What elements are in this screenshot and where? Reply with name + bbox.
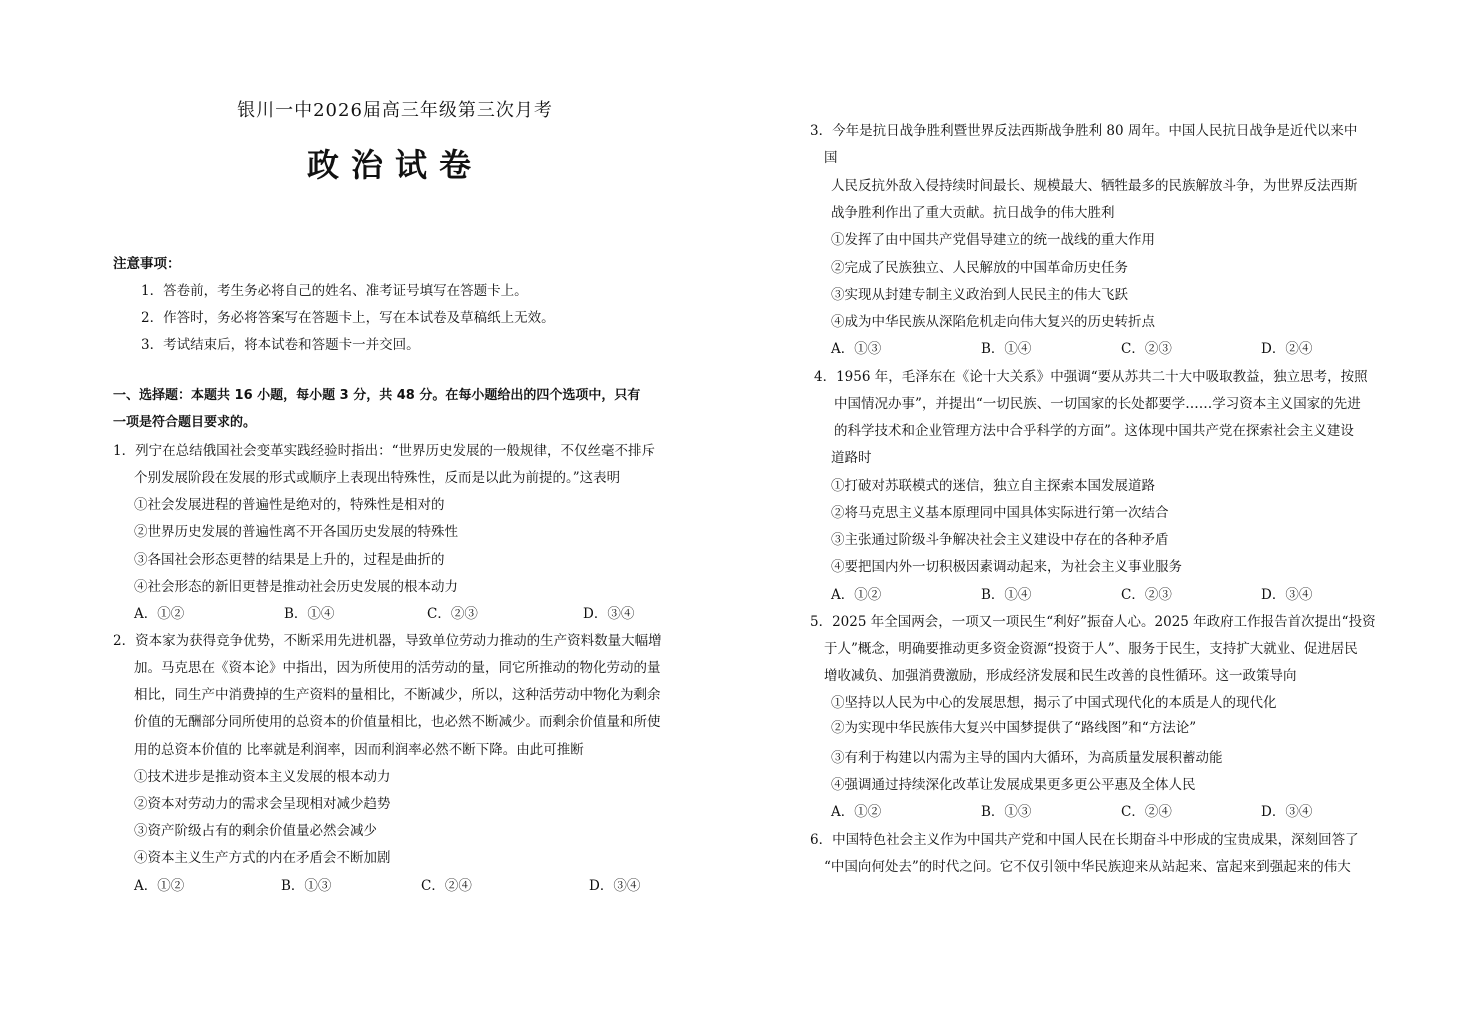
question-stem: 国 [824, 150, 838, 166]
exam-title: 银川一中2026届高三年级第三次月考 [237, 100, 553, 121]
statement: ①坚持以人民为中心的发展思想，揭示了中国式现代化的本质是人的现代化 [831, 695, 1277, 711]
subject-title: 政治试卷 [306, 146, 483, 184]
option-c: C．②③ [427, 606, 478, 622]
question-stem: 3．今年是抗日战争胜利暨世界反法西斯战争胜利 80 周年。中国人民抗日战争是近代以来中 [810, 123, 1358, 139]
option-d: D．③④ [1261, 804, 1313, 820]
question-stem: 相比，同生产中消费掉的生产资料的量相比，不断减少，所以，这种活劳动中物化为剩余 [134, 687, 661, 703]
question-stem: 5．2025 年全国两会，一项又一项民生“利好”振奋人心。2025 年政府工作报告首次提出“投资 [810, 614, 1376, 630]
option-a: A．①② [831, 587, 882, 603]
statement: ①打破对苏联模式的迷信，独立自主探索本国发展道路 [831, 478, 1155, 494]
question-stem: 中国情况办事”，并提出“一切民族、一切国家的长处都要学……学习资本主义国家的先进 [834, 396, 1361, 412]
notice-heading: 注意事项： [113, 256, 181, 272]
question-stem: 的科学技术和企业管理方法中合乎科学的方面”。这体现中国共产党在探索社会主义建设 [834, 423, 1354, 439]
option-a: A．①② [134, 878, 185, 894]
statement: ②将马克思主义基本原理同中国具体实际进行第一次结合 [831, 505, 1169, 521]
statement: ②完成了民族独立、人民解放的中国革命历史任务 [831, 260, 1128, 276]
notice-item: 3．考试结束后，将本试卷和答题卡一并交回。 [141, 337, 420, 353]
statement: ②为实现中华民族伟大复兴中国梦提供了“路线图”和“方法论” [831, 720, 1197, 736]
option-b: B．①③ [281, 878, 332, 894]
option-b: B．①④ [981, 341, 1032, 357]
question-stem: 加。马克思在《资本论》中指出，因为所使用的活劳动的量，同它所推动的物化劳动的量 [134, 660, 661, 676]
question-stem: 用的总资本价值的 比率就是利润率，因而利润率必然不断下降。由此可推断 [134, 742, 584, 758]
option-d: D．③④ [589, 878, 641, 894]
option-d: D．③④ [1261, 587, 1313, 603]
option-c: C．②④ [421, 878, 472, 894]
section-heading: 一项是符合题目要求的。 [113, 415, 257, 430]
statement: ②资本对劳动力的需求会呈现相对减少趋势 [134, 796, 391, 812]
question-stem: 1．列宁在总结俄国社会变革实践经验时指出：“世界历史发展的一般规律，不仅丝毫不排斥 [113, 443, 655, 459]
statement: ①发挥了由中国共产党倡导建立的统一战线的重大作用 [831, 232, 1155, 248]
notice-item: 2．作答时，务必将答案写在答题卡上，写在本试卷及草稿纸上无效。 [141, 310, 555, 326]
statement: ③实现从封建专制主义政治到人民民主的伟大飞跃 [831, 287, 1128, 303]
option-c: C．②③ [1121, 587, 1172, 603]
option-b: B．①④ [981, 587, 1032, 603]
section-heading: 一、选择题：本题共 16 小题，每小题 3 分，共 48 分。在每小题给出的四个选项中，只有 [113, 388, 641, 403]
statement: ③主张通过阶级斗争解决社会主义建设中存在的各种矛盾 [831, 532, 1169, 548]
option-b: B．①③ [981, 804, 1032, 820]
question-stem: 个别发展阶段在发展的形式或顺序上表现出特殊性，反而是以此为前提的。”这表明 [134, 470, 621, 486]
statement: ④社会形态的新旧更替是推动社会历史发展的根本动力 [134, 579, 458, 595]
statement: ④要把国内外一切积极因素调动起来，为社会主义事业服务 [831, 559, 1182, 575]
statement: ③各国社会形态更替的结果是上升的，过程是曲折的 [134, 552, 445, 568]
question-stem: 于人”概念，明确要推动更多资金资源“投资于人”、服务于民生，支持扩大就业、促进居民 [824, 641, 1358, 657]
question-stem: 战争胜利作出了重大贡献。抗日战争的伟大胜利 [831, 205, 1115, 221]
option-c: C．②④ [1121, 804, 1172, 820]
statement: ③有利于构建以内需为主导的国内大循环，为高质量发展积蓄动能 [831, 750, 1223, 766]
question-stem: 增收减负、加强消费激励，形成经济发展和民生改善的良性循环。这一政策导向 [824, 668, 1297, 684]
option-d: D．③④ [583, 606, 635, 622]
statement: ①社会发展进程的普遍性是绝对的，特殊性是相对的 [134, 497, 445, 513]
question-stem: 道路时 [831, 450, 872, 466]
statement: ①技术进步是推动资本主义发展的根本动力 [134, 769, 391, 785]
question-stem: 人民反抗外敌入侵持续时间最长、规模最大、牺牲最多的民族解放斗争，为世界反法西斯 [831, 178, 1358, 194]
question-stem: 2．资本家为获得竞争优势，不断采用先进机器，导致单位劳动力推动的生产资料数量大幅增 [113, 633, 662, 649]
option-b: B．①④ [284, 606, 335, 622]
option-d: D．②④ [1261, 341, 1313, 357]
statement: ④成为中华民族从深陷危机走向伟大复兴的历史转折点 [831, 314, 1155, 330]
statement: ④资本主义生产方式的内在矛盾会不断加剧 [134, 850, 391, 866]
question-stem: 4．1956 年，毛泽东在《论十大关系》中强调“要从苏共二十大中吸取教益，独立思考，按照 [814, 369, 1368, 385]
option-c: C．②③ [1121, 341, 1172, 357]
statement: ④强调通过持续深化改革让发展成果更多更公平惠及全体人民 [831, 777, 1196, 793]
question-stem: 6．中国特色社会主义作为中国共产党和中国人民在长期奋斗中形成的宝贵成果，深刻回答了 [810, 832, 1359, 848]
option-a: A．①② [831, 804, 882, 820]
option-a: A．①② [134, 606, 185, 622]
statement: ③资产阶级占有的剩余价值量必然会减少 [134, 823, 377, 839]
question-stem: 价值的无酬部分同所使用的总资本的价值量相比，也必然不断减少。而剩余价值量和所使 [134, 714, 661, 730]
statement: ②世界历史发展的普遍性离不开各国历史发展的特殊性 [134, 524, 458, 540]
notice-item: 1．答卷前，考生务必将自己的姓名、准考证号填写在答题卡上。 [141, 283, 528, 299]
question-stem: “中国向何处去”的时代之问。它不仅引领中华民族迎来从站起来、富起来到强起来的伟大 [824, 859, 1351, 875]
option-a: A．①③ [831, 341, 882, 357]
